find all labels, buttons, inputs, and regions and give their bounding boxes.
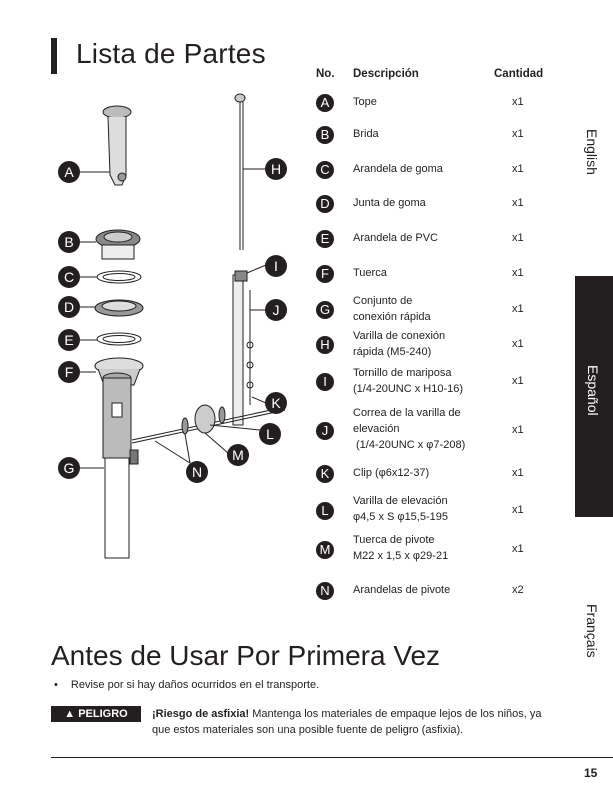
row-letter: J bbox=[316, 422, 334, 440]
row-description: Brida bbox=[353, 128, 379, 140]
row-letter: C bbox=[316, 161, 334, 179]
row-letter: E bbox=[316, 230, 334, 248]
callout-b: B bbox=[58, 231, 80, 253]
callout-d: D bbox=[58, 296, 80, 318]
row-letter: N bbox=[316, 582, 334, 600]
row-quantity: x1 bbox=[512, 543, 524, 555]
row-quantity: x1 bbox=[512, 303, 524, 315]
callout-k: K bbox=[265, 392, 287, 414]
row-letter: K bbox=[316, 465, 334, 483]
warning-triangle-icon: ▲ bbox=[64, 708, 76, 720]
row-letter: L bbox=[316, 502, 334, 520]
row-description: Arandela de PVC bbox=[353, 232, 438, 244]
row-description: Correa de la varilla de elevación (1/4-20UNC x φ7-208) bbox=[353, 407, 466, 451]
tab-francais[interactable]: Français bbox=[584, 604, 600, 658]
row-description: Conjunto de conexión rápida bbox=[353, 295, 431, 323]
callout-n: N bbox=[186, 461, 208, 483]
page-title: Lista de Partes bbox=[76, 38, 266, 69]
row-description: Varilla de conexión rápida (M5-240) bbox=[353, 330, 446, 358]
callout-a: A bbox=[58, 161, 80, 183]
section-title: Antes de Usar Por Primera Vez bbox=[51, 640, 441, 671]
row-quantity: x1 bbox=[512, 467, 524, 479]
row-quantity: x1 bbox=[512, 504, 524, 516]
header-description: Descripción bbox=[353, 68, 419, 80]
row-description: Tuerca de pivote M22 x 1,5 x φ29-21 bbox=[353, 534, 449, 562]
row-quantity: x1 bbox=[512, 96, 524, 108]
row-description: Clip (φ6x12-37) bbox=[353, 467, 430, 479]
callout-j: J bbox=[265, 299, 287, 321]
bullet-text: Revise por si hay daños ocurridos en el transporte. bbox=[70, 679, 320, 691]
row-letter: M bbox=[316, 541, 334, 559]
warning-badge bbox=[51, 706, 141, 722]
row-quantity: x1 bbox=[512, 128, 524, 140]
bullet-item bbox=[51, 679, 319, 691]
parts-diagram bbox=[40, 85, 300, 570]
title-bar bbox=[51, 38, 57, 74]
callout-h: H bbox=[265, 158, 287, 180]
row-quantity: x2 bbox=[512, 584, 524, 596]
row-quantity: x1 bbox=[512, 163, 524, 175]
row-letter: I bbox=[316, 373, 334, 391]
footer-divider bbox=[51, 757, 613, 758]
header-no: No. bbox=[316, 68, 335, 80]
row-quantity: x1 bbox=[512, 338, 524, 350]
row-quantity: x1 bbox=[512, 267, 524, 279]
callout-l: L bbox=[259, 423, 281, 445]
row-description: Arandelas de pivote bbox=[353, 584, 451, 596]
warning-bold: ¡Riesgo de asfixia! bbox=[152, 708, 250, 720]
row-description: Arandela de goma bbox=[353, 163, 443, 175]
row-letter: F bbox=[316, 265, 334, 283]
row-quantity: x1 bbox=[512, 424, 524, 436]
row-quantity: x1 bbox=[512, 232, 524, 244]
row-letter: H bbox=[316, 336, 334, 354]
row-description: Tope bbox=[353, 96, 377, 108]
row-quantity: x1 bbox=[512, 375, 524, 387]
bullet-icon: • bbox=[54, 679, 58, 691]
row-description: Tuerca bbox=[353, 267, 387, 279]
tab-espanol[interactable] bbox=[575, 276, 613, 517]
row-letter: G bbox=[316, 301, 334, 319]
callout-m: M bbox=[227, 444, 249, 466]
tab-english[interactable]: English bbox=[584, 129, 600, 175]
warning-label: PELIGRO bbox=[78, 708, 128, 720]
tab-espanol-label: Español bbox=[585, 365, 601, 416]
callout-i: I bbox=[265, 255, 287, 277]
row-quantity: x1 bbox=[512, 197, 524, 209]
warning-text bbox=[152, 706, 562, 738]
row-description: Varilla de elevación φ4,5 x S φ15,5-195 bbox=[353, 495, 448, 523]
callout-e: E bbox=[58, 329, 80, 351]
warning-body: Mantenga los materiales de empaque lejos de los niños, ya que estos materiales son una posible fuente de peligro (asfixia). bbox=[152, 708, 542, 736]
page-number: 15 bbox=[584, 766, 598, 780]
callout-c: C bbox=[58, 266, 80, 288]
callout-f: F bbox=[58, 361, 80, 383]
row-letter: B bbox=[316, 126, 334, 144]
row-description: Tornillo de mariposa (1/4-20UNC x H10-16) bbox=[353, 367, 464, 395]
row-letter: A bbox=[316, 94, 334, 112]
row-description: Junta de goma bbox=[353, 197, 426, 209]
row-letter: D bbox=[316, 195, 334, 213]
header-quantity: Cantidad bbox=[494, 68, 544, 80]
callout-g: G bbox=[58, 457, 80, 479]
